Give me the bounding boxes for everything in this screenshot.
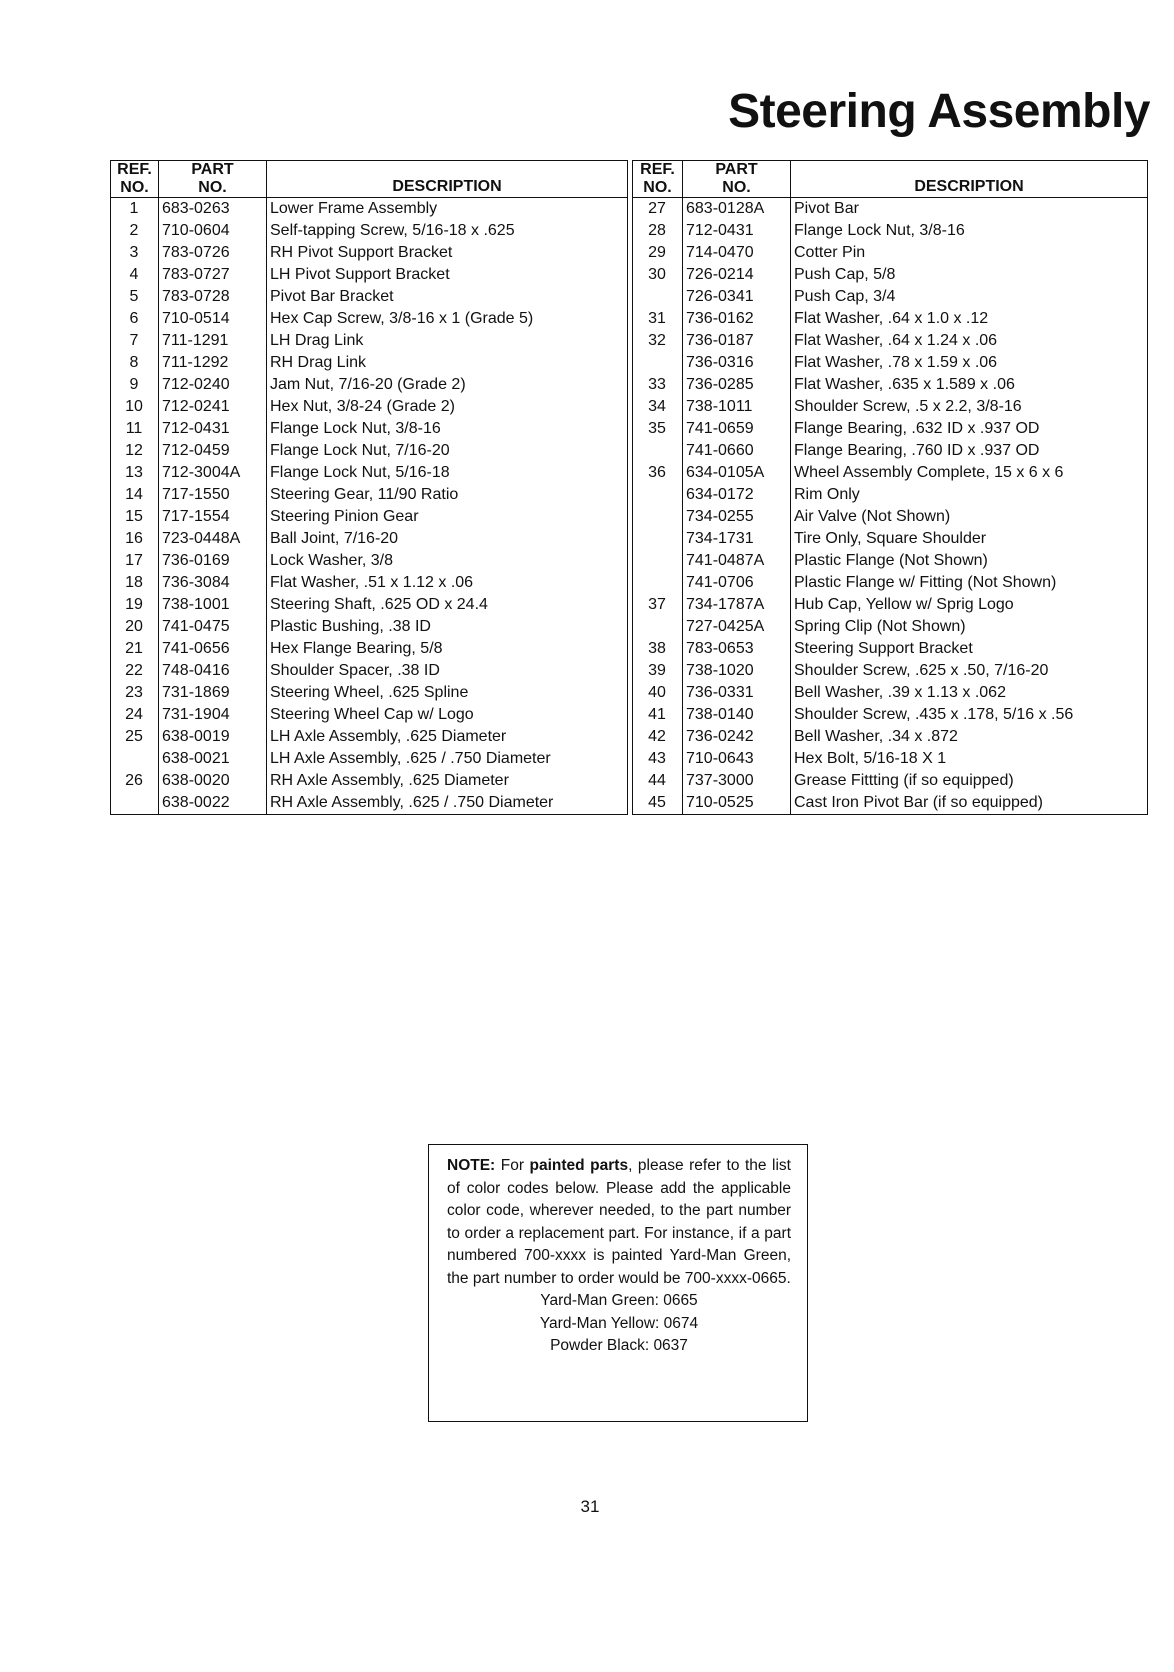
ref-no-cell: 27 <box>633 198 683 221</box>
part-no-cell: 717-1550 <box>159 484 267 506</box>
part-no-cell: 712-3004A <box>159 462 267 484</box>
ref-no-cell: 16 <box>111 528 159 550</box>
table-row <box>111 550 628 572</box>
part-no-cell: 736-0162 <box>683 308 791 330</box>
description-cell: Steering Pinion Gear <box>267 506 628 528</box>
description-cell: Push Cap, 3/4 <box>791 286 1148 308</box>
part-no-cell: 741-0659 <box>683 418 791 440</box>
part-no-cell: 741-0475 <box>159 616 267 638</box>
description-cell: Cotter Pin <box>791 242 1148 264</box>
table-row <box>111 506 628 528</box>
table-row <box>111 792 628 815</box>
description-cell: Self-tapping Screw, 5/16-18 x .625 <box>267 220 628 242</box>
part-no-cell: 727-0425A <box>683 616 791 638</box>
ref-no-cell: 38 <box>633 638 683 660</box>
table-row <box>633 704 1148 726</box>
description-cell: Lock Washer, 3/8 <box>267 550 628 572</box>
part-no-cell: 748-0416 <box>159 660 267 682</box>
table-row <box>111 638 628 660</box>
ref-no-cell <box>633 528 683 550</box>
ref-no-cell <box>633 286 683 308</box>
table-row <box>633 528 1148 550</box>
ref-no-cell: 19 <box>111 594 159 616</box>
description-cell: Flat Washer, .78 x 1.59 x .06 <box>791 352 1148 374</box>
table-row <box>633 198 1148 221</box>
table-row <box>633 264 1148 286</box>
part-no-cell: 723-0448A <box>159 528 267 550</box>
description-cell: Flange Lock Nut, 3/8-16 <box>267 418 628 440</box>
table-row <box>111 462 628 484</box>
ref-no-cell: 30 <box>633 264 683 286</box>
ref-no-cell: 26 <box>111 770 159 792</box>
table-row <box>111 660 628 682</box>
part-no-cell: 738-1011 <box>683 396 791 418</box>
ref-no-cell <box>633 352 683 374</box>
ref-no-cell: 9 <box>111 374 159 396</box>
ref-no-cell <box>633 506 683 528</box>
part-no-cell: 741-0660 <box>683 440 791 462</box>
part-no-cell: 726-0341 <box>683 286 791 308</box>
description-cell: Pivot Bar <box>791 198 1148 221</box>
table-row <box>633 308 1148 330</box>
part-no-cell: 783-0653 <box>683 638 791 660</box>
table-row <box>111 770 628 792</box>
description-cell: Jam Nut, 7/16-20 (Grade 2) <box>267 374 628 396</box>
table-row <box>111 308 628 330</box>
description-cell: RH Pivot Support Bracket <box>267 242 628 264</box>
description-cell: Plastic Flange w/ Fitting (Not Shown) <box>791 572 1148 594</box>
part-no-cell: 683-0128A <box>683 198 791 221</box>
color-code: Yard-Man Green: 0665 <box>540 1292 698 1309</box>
table-row <box>633 550 1148 572</box>
description-cell: Bell Washer, .34 x .872 <box>791 726 1148 748</box>
table-row <box>111 572 628 594</box>
table-row <box>633 506 1148 528</box>
ref-no-cell: 21 <box>111 638 159 660</box>
description-cell: Flat Washer, .64 x 1.0 x .12 <box>791 308 1148 330</box>
part-no-cell: 710-0525 <box>683 792 791 815</box>
part-no-cell: 737-3000 <box>683 770 791 792</box>
description-cell: Steering Gear, 11/90 Ratio <box>267 484 628 506</box>
part-no-cell: 638-0020 <box>159 770 267 792</box>
ref-no-cell: 35 <box>633 418 683 440</box>
table-row <box>111 396 628 418</box>
table-row <box>111 242 628 264</box>
part-no-cell: 736-0169 <box>159 550 267 572</box>
table-row <box>111 616 628 638</box>
description-cell: RH Axle Assembly, .625 Diameter <box>267 770 628 792</box>
part-no-cell: 783-0727 <box>159 264 267 286</box>
description-cell: RH Drag Link <box>267 352 628 374</box>
table-row <box>633 220 1148 242</box>
table-row <box>633 462 1148 484</box>
ref-no-cell: 41 <box>633 704 683 726</box>
table-row <box>111 440 628 462</box>
table-row <box>111 682 628 704</box>
ref-no-cell: 18 <box>111 572 159 594</box>
ref-no-cell: 2 <box>111 220 159 242</box>
ref-no-cell: 10 <box>111 396 159 418</box>
table-row <box>633 330 1148 352</box>
description-cell: Flange Bearing, .760 ID x .937 OD <box>791 440 1148 462</box>
ref-no-header: REF. NO. <box>111 161 159 198</box>
description-header: DESCRIPTION <box>267 161 628 198</box>
ref-no-cell: 4 <box>111 264 159 286</box>
description-cell: Flange Lock Nut, 3/8-16 <box>791 220 1148 242</box>
table-row <box>111 220 628 242</box>
description-cell: Grease Fittting (if so equipped) <box>791 770 1148 792</box>
description-cell: Flange Lock Nut, 5/16-18 <box>267 462 628 484</box>
table-row <box>111 330 628 352</box>
part-no-cell: 736-0285 <box>683 374 791 396</box>
painted-parts-note <box>428 1144 808 1422</box>
description-cell: Bell Washer, .39 x 1.13 x .062 <box>791 682 1148 704</box>
description-cell: Shoulder Screw, .625 x .50, 7/16-20 <box>791 660 1148 682</box>
part-no-cell: 726-0214 <box>683 264 791 286</box>
table-row <box>633 682 1148 704</box>
parts-table-right <box>632 160 1148 815</box>
description-cell: Wheel Assembly Complete, 15 x 6 x 6 <box>791 462 1148 484</box>
description-cell: Flange Bearing, .632 ID x .937 OD <box>791 418 1148 440</box>
part-no-cell: 712-0241 <box>159 396 267 418</box>
ref-no-cell: 7 <box>111 330 159 352</box>
ref-no-cell: 25 <box>111 726 159 748</box>
table-row <box>111 594 628 616</box>
ref-no-cell: 33 <box>633 374 683 396</box>
description-cell: Steering Wheel Cap w/ Logo <box>267 704 628 726</box>
description-cell: Hex Bolt, 5/16-18 X 1 <box>791 748 1148 770</box>
part-no-cell: 738-0140 <box>683 704 791 726</box>
ref-no-cell: 43 <box>633 748 683 770</box>
part-no-cell: 731-1904 <box>159 704 267 726</box>
ref-no-cell: 37 <box>633 594 683 616</box>
table-row <box>633 418 1148 440</box>
description-cell: LH Axle Assembly, .625 / .750 Diameter <box>267 748 628 770</box>
table-row <box>633 770 1148 792</box>
description-cell: Steering Shaft, .625 OD x 24.4 <box>267 594 628 616</box>
ref-no-cell: 29 <box>633 242 683 264</box>
part-no-cell: 712-0431 <box>683 220 791 242</box>
description-cell: Hex Nut, 3/8-24 (Grade 2) <box>267 396 628 418</box>
part-no-cell: 741-0656 <box>159 638 267 660</box>
description-cell: Shoulder Screw, .5 x 2.2, 3/8-16 <box>791 396 1148 418</box>
description-cell: Hex Flange Bearing, 5/8 <box>267 638 628 660</box>
ref-no-cell: 32 <box>633 330 683 352</box>
part-no-cell: 741-0487A <box>683 550 791 572</box>
description-cell: RH Axle Assembly, .625 / .750 Diameter <box>267 792 628 815</box>
page-number: 31 <box>580 1497 600 1516</box>
parts-table-right-body <box>633 198 1148 815</box>
part-no-cell: 711-1292 <box>159 352 267 374</box>
ref-no-cell: 39 <box>633 660 683 682</box>
description-cell: Hex Cap Screw, 3/8-16 x 1 (Grade 5) <box>267 308 628 330</box>
table-row <box>633 352 1148 374</box>
part-no-cell: 736-0242 <box>683 726 791 748</box>
parts-table-left <box>110 160 628 815</box>
table-row <box>633 396 1148 418</box>
table-row <box>633 440 1148 462</box>
part-no-cell: 638-0019 <box>159 726 267 748</box>
part-no-cell: 736-0187 <box>683 330 791 352</box>
ref-no-cell: 20 <box>111 616 159 638</box>
ref-no-cell: 17 <box>111 550 159 572</box>
note-body: NOTE: For painted parts, please refer to the list of color codes below. Please add the applicable color code, wherever needed, to the part number to order a replacement part. For instance, if a part numbered 700-xxxx is painted Yard-Man Green, the part number to order would be 700-xxxx-0665. <box>447 1157 791 1287</box>
part-no-cell: 783-0726 <box>159 242 267 264</box>
description-cell: Cast Iron Pivot Bar (if so equipped) <box>791 792 1148 815</box>
table-row <box>633 616 1148 638</box>
ref-no-cell: 1 <box>111 198 159 221</box>
description-cell: Steering Support Bracket <box>791 638 1148 660</box>
description-cell: Spring Clip (Not Shown) <box>791 616 1148 638</box>
part-no-cell: 634-0172 <box>683 484 791 506</box>
note-bold-text: painted parts <box>529 1157 629 1174</box>
table-row <box>111 352 628 374</box>
description-cell: Hub Cap, Yellow w/ Sprig Logo <box>791 594 1148 616</box>
ref-no-cell: 11 <box>111 418 159 440</box>
description-cell: Flat Washer, .51 x 1.12 x .06 <box>267 572 628 594</box>
table-row <box>111 726 628 748</box>
ref-no-cell: 23 <box>111 682 159 704</box>
ref-no-cell <box>111 748 159 770</box>
ref-no-cell: 22 <box>111 660 159 682</box>
description-cell: Push Cap, 5/8 <box>791 264 1148 286</box>
ref-no-cell: 13 <box>111 462 159 484</box>
description-cell: Pivot Bar Bracket <box>267 286 628 308</box>
table-row <box>633 792 1148 815</box>
ref-no-cell: 28 <box>633 220 683 242</box>
part-no-cell: 736-0316 <box>683 352 791 374</box>
description-cell: Tire Only, Square Shoulder <box>791 528 1148 550</box>
table-row <box>111 418 628 440</box>
table-row <box>633 286 1148 308</box>
part-no-cell: 710-0514 <box>159 308 267 330</box>
part-no-cell: 734-0255 <box>683 506 791 528</box>
ref-no-header: REF. NO. <box>633 161 683 198</box>
ref-no-cell <box>633 550 683 572</box>
table-row <box>111 528 628 550</box>
table-row <box>633 726 1148 748</box>
part-no-cell: 710-0643 <box>683 748 791 770</box>
part-no-cell: 712-0431 <box>159 418 267 440</box>
table-row <box>111 748 628 770</box>
parts-table-left-body <box>111 198 628 815</box>
description-cell: Air Valve (Not Shown) <box>791 506 1148 528</box>
part-no-cell: 734-1787A <box>683 594 791 616</box>
table-row <box>633 594 1148 616</box>
part-no-cell: 710-0604 <box>159 220 267 242</box>
ref-no-cell: 42 <box>633 726 683 748</box>
description-cell: Ball Joint, 7/16-20 <box>267 528 628 550</box>
description-cell: Plastic Bushing, .38 ID <box>267 616 628 638</box>
table-row <box>633 484 1148 506</box>
table-row <box>633 374 1148 396</box>
table-row <box>633 748 1148 770</box>
ref-no-cell: 6 <box>111 308 159 330</box>
color-code: Powder Black: 0637 <box>550 1337 688 1354</box>
color-code: Yard-Man Yellow: 0674 <box>539 1314 699 1332</box>
ref-no-cell: 45 <box>633 792 683 815</box>
part-no-cell: 738-1020 <box>683 660 791 682</box>
part-no-header: PART NO. <box>683 161 791 198</box>
part-no-cell: 638-0022 <box>159 792 267 815</box>
part-no-cell: 717-1554 <box>159 506 267 528</box>
table-header-row <box>633 161 1148 198</box>
description-cell: LH Drag Link <box>267 330 628 352</box>
description-cell: Plastic Flange (Not Shown) <box>791 550 1148 572</box>
note-label: NOTE: <box>447 1157 496 1174</box>
ref-no-cell: 36 <box>633 462 683 484</box>
table-row <box>111 374 628 396</box>
table-row <box>633 572 1148 594</box>
ref-no-cell: 24 <box>111 704 159 726</box>
table-row <box>633 242 1148 264</box>
ref-no-cell <box>111 792 159 815</box>
table-row <box>633 638 1148 660</box>
part-no-header: PART NO. <box>159 161 267 198</box>
part-no-cell: 711-1291 <box>159 330 267 352</box>
ref-no-cell <box>633 572 683 594</box>
table-row <box>111 198 628 221</box>
description-cell: Rim Only <box>791 484 1148 506</box>
part-no-cell: 683-0263 <box>159 198 267 221</box>
ref-no-cell: 15 <box>111 506 159 528</box>
table-row <box>111 484 628 506</box>
part-no-cell: 783-0728 <box>159 286 267 308</box>
part-no-cell: 738-1001 <box>159 594 267 616</box>
description-header: DESCRIPTION <box>791 161 1148 198</box>
ref-no-cell: 3 <box>111 242 159 264</box>
ref-no-cell: 8 <box>111 352 159 374</box>
ref-no-cell: 5 <box>111 286 159 308</box>
part-no-cell: 712-0240 <box>159 374 267 396</box>
ref-no-cell <box>633 616 683 638</box>
ref-no-cell: 31 <box>633 308 683 330</box>
ref-no-cell: 12 <box>111 440 159 462</box>
description-cell: LH Pivot Support Bracket <box>267 264 628 286</box>
part-no-cell: 712-0459 <box>159 440 267 462</box>
ref-no-cell: 40 <box>633 682 683 704</box>
description-cell: Shoulder Screw, .435 x .178, 5/16 x .56 <box>791 704 1148 726</box>
part-no-cell: 634-0105A <box>683 462 791 484</box>
description-cell: Flat Washer, .635 x 1.589 x .06 <box>791 374 1148 396</box>
ref-no-cell <box>633 440 683 462</box>
part-no-cell: 638-0021 <box>159 748 267 770</box>
description-cell: Flat Washer, .64 x 1.24 x .06 <box>791 330 1148 352</box>
ref-no-cell: 14 <box>111 484 159 506</box>
part-no-cell: 741-0706 <box>683 572 791 594</box>
part-no-cell: 731-1869 <box>159 682 267 704</box>
table-row <box>111 704 628 726</box>
page-title: Steering Assembly <box>728 85 1150 138</box>
description-cell: LH Axle Assembly, .625 Diameter <box>267 726 628 748</box>
part-no-cell: 714-0470 <box>683 242 791 264</box>
table-row <box>111 264 628 286</box>
table-row <box>111 286 628 308</box>
table-row <box>633 660 1148 682</box>
part-no-cell: 736-3084 <box>159 572 267 594</box>
part-no-cell: 736-0331 <box>683 682 791 704</box>
ref-no-cell <box>633 484 683 506</box>
part-no-cell: 734-1731 <box>683 528 791 550</box>
description-cell: Flange Lock Nut, 7/16-20 <box>267 440 628 462</box>
description-cell: Steering Wheel, .625 Spline <box>267 682 628 704</box>
table-header-row <box>111 161 628 198</box>
description-cell: Lower Frame Assembly <box>267 198 628 221</box>
ref-no-cell: 34 <box>633 396 683 418</box>
description-cell: Shoulder Spacer, .38 ID <box>267 660 628 682</box>
ref-no-cell: 44 <box>633 770 683 792</box>
